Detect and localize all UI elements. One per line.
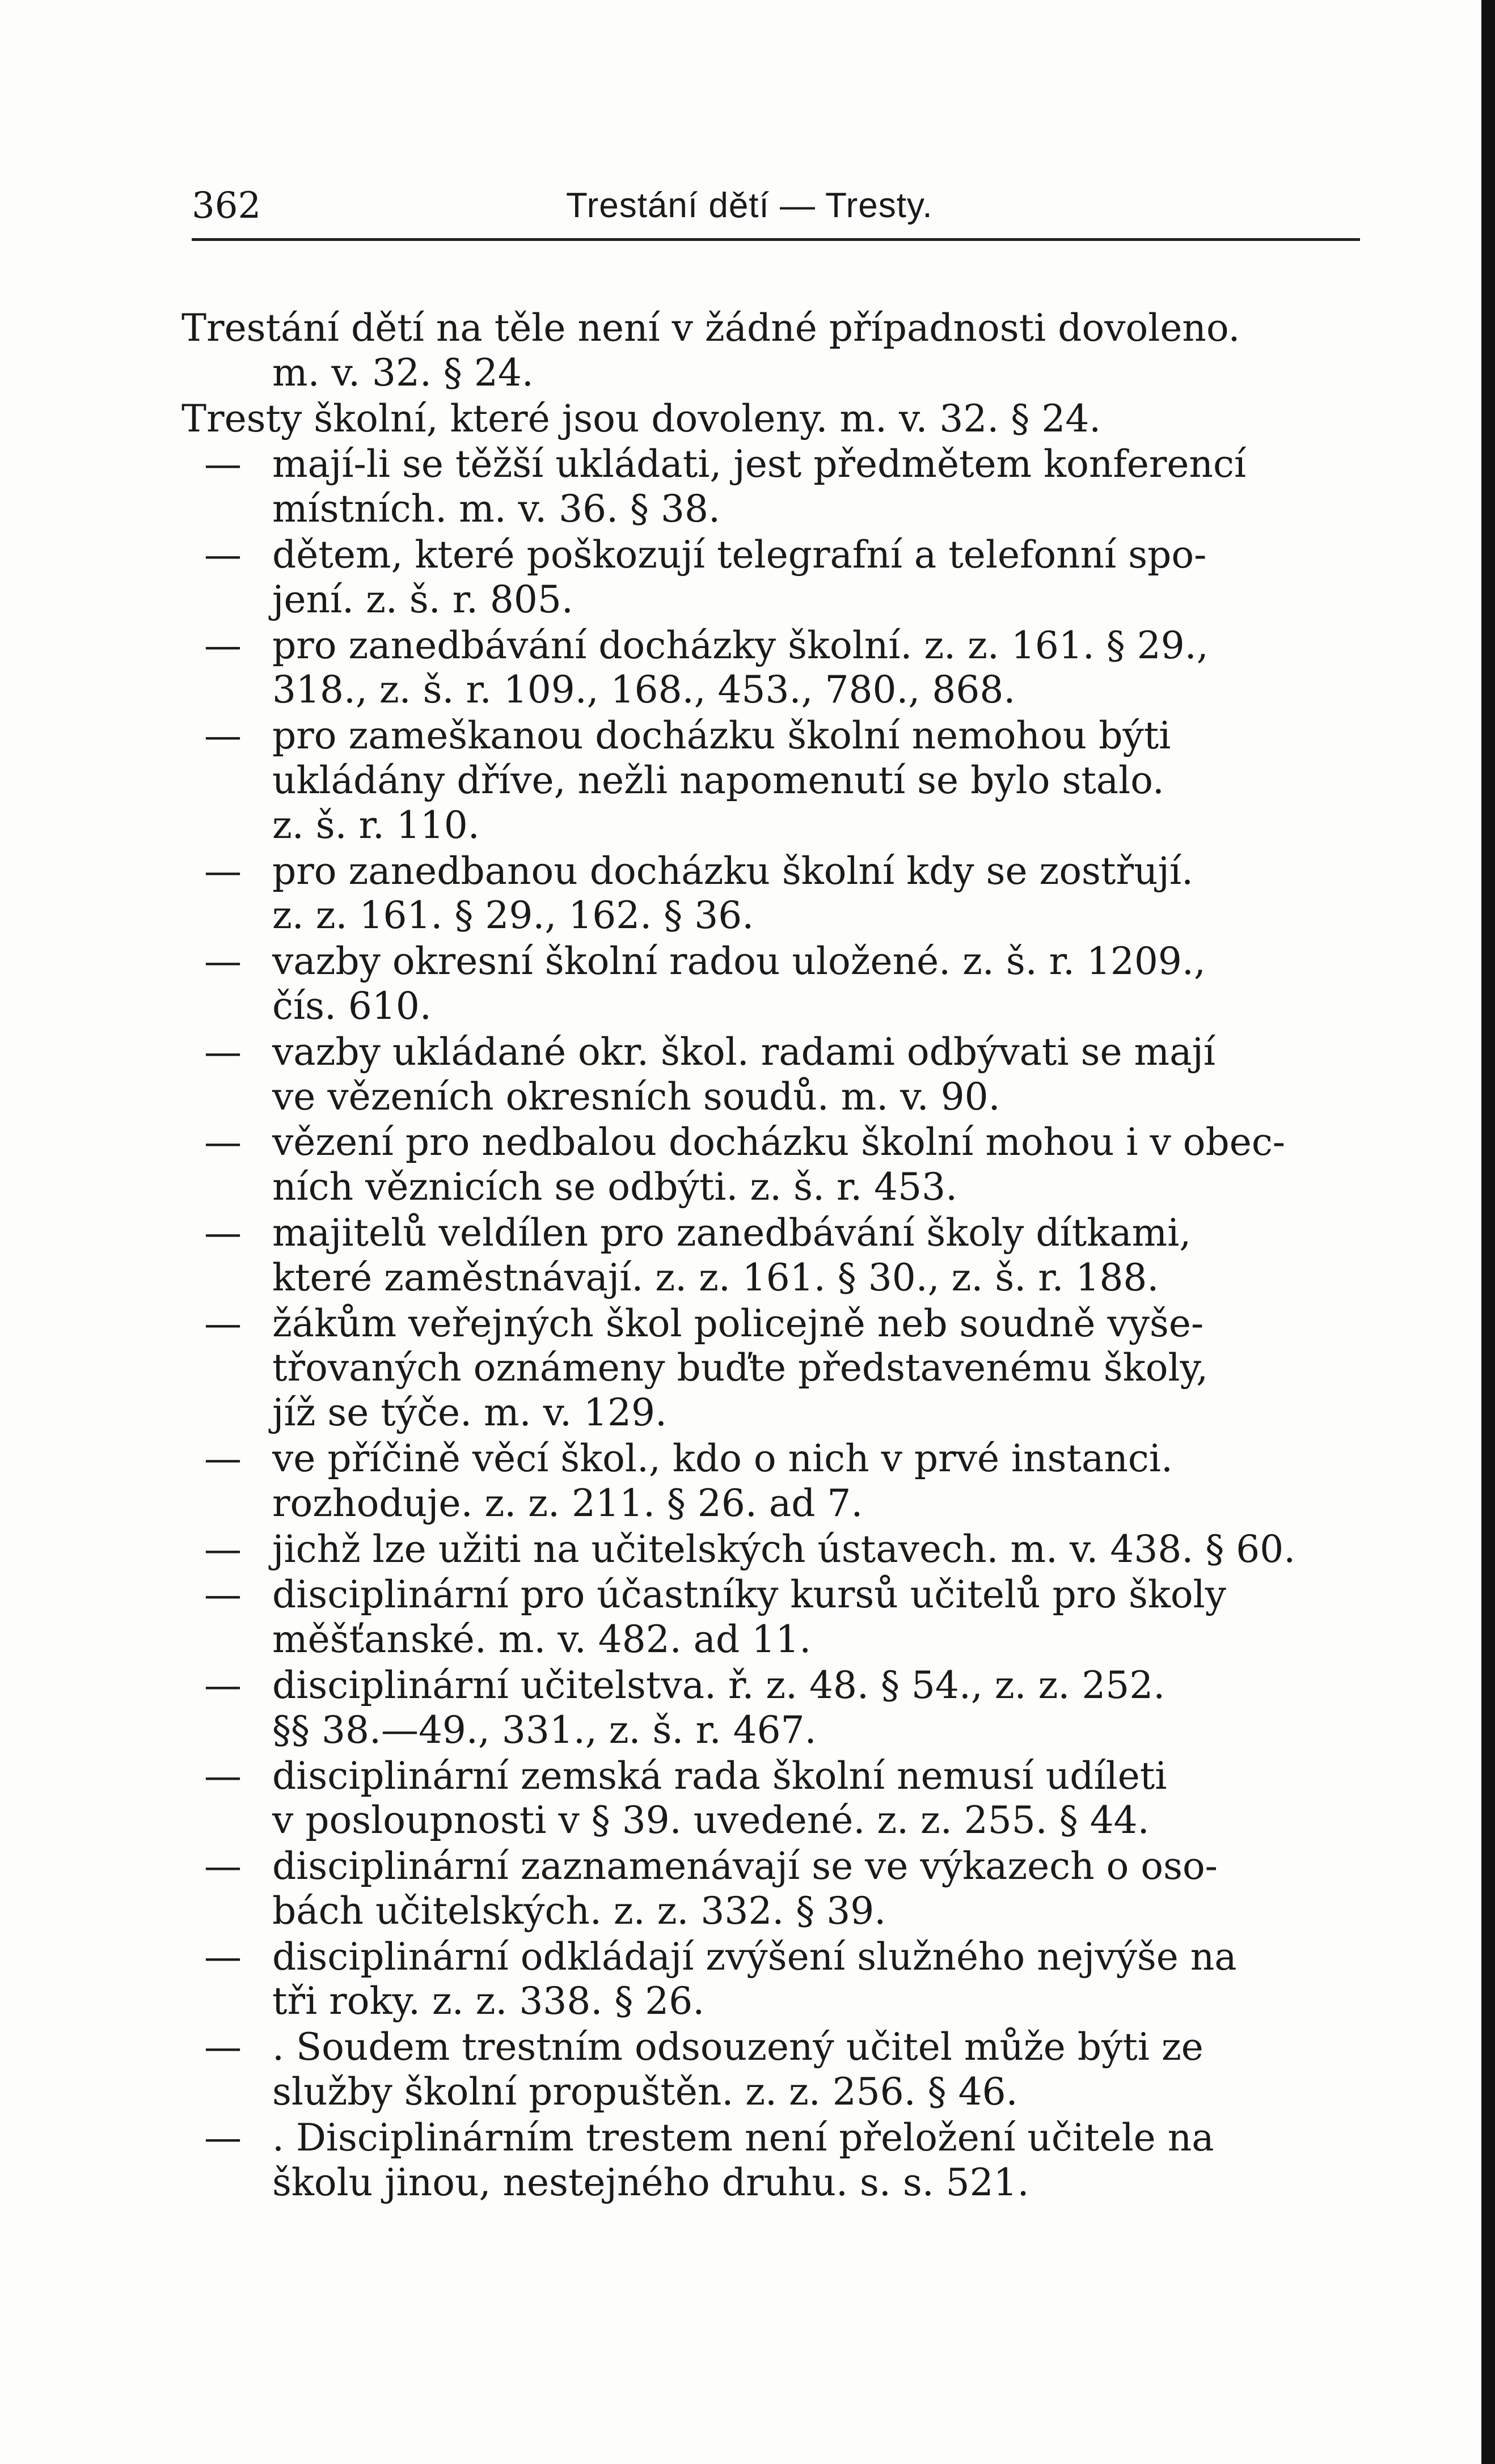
entry-line: jení. z. š. r. 805. <box>272 577 573 621</box>
page-header <box>192 180 1360 231</box>
entry-line: 318., z. š. r. 109., 168., 453., 780., 868. <box>272 668 1016 712</box>
index-entry <box>181 306 1367 396</box>
entry-line: místních. m. v. 36. § 38. <box>272 487 720 531</box>
entry-line: jíž se týče. m. v. 129. <box>272 1391 667 1435</box>
entry-dash: — <box>204 714 242 758</box>
entry-dash: — <box>204 1030 242 1074</box>
index-subentry <box>181 442 1367 532</box>
entry-line: žákům veřejných škol policejně neb soudně vyše- <box>272 1301 1204 1345</box>
entry-line: . Disciplinárním trestem není přeložení učitele na <box>272 2115 1214 2160</box>
index-subentry <box>181 1573 1367 1662</box>
index-subentry <box>181 533 1367 623</box>
entry-line: disciplinární zaznamenávají se ve výkazech o oso- <box>272 1844 1218 1889</box>
entry-line: pro zanedbanou docházku školní kdy se zostřují. <box>272 849 1194 893</box>
entry-line: ve vězeních okresních soudů. m. v. 90. <box>272 1074 1000 1119</box>
entry-line: vězení pro nedbalou docházku školní mohou i v obec- <box>272 1120 1286 1165</box>
entry-line: z. š. r. 110. <box>272 803 480 847</box>
scan-edge <box>1481 0 1495 2464</box>
index-subentry <box>181 1935 1367 2025</box>
entry-dash: — <box>204 2025 242 2069</box>
entry-line: v posloupnosti v § 39. uvedené. z. z. 255. § 44. <box>272 1798 1150 1843</box>
entry-line: školu jinou, nestejného druhu. s. s. 521. <box>272 2160 1029 2204</box>
entry-line: čís. 610. <box>272 984 432 1028</box>
entry-line: které zaměstnávají. z. z. 161. § 30., z. š. r. 188. <box>272 1255 1159 1299</box>
entry-line: vazby ukládané okr. škol. radami odbývati se mají <box>272 1030 1216 1074</box>
entry-dash: — <box>204 1934 242 1979</box>
entry-dash: — <box>204 1301 242 1345</box>
entry-line: disciplinární zemská rada školní nemusí udíleti <box>272 1754 1167 1798</box>
entry-line: dětem, které poškozují telegrafní a telefonní spo- <box>272 532 1207 577</box>
entry-dash: — <box>204 939 242 984</box>
index-subentry <box>181 1030 1367 1120</box>
entry-line: tři roky. z. z. 338. § 26. <box>272 1979 705 2023</box>
entry-dash: — <box>204 1663 242 1707</box>
header-rule <box>192 238 1360 241</box>
entry-dash: — <box>204 1754 242 1798</box>
entry-line: služby školní propuštěn. z. z. 256. § 46. <box>272 2070 1018 2114</box>
entry-dash: — <box>204 1436 242 1480</box>
entry-line: bách učitelských. z. z. 332. § 39. <box>272 1889 886 1933</box>
index-subentry <box>181 849 1367 939</box>
entry-dash: — <box>204 532 242 577</box>
entry-line: ve příčině věcí škol., kdo o nich v prvé instanci. <box>272 1436 1173 1480</box>
running-head: Trestání dětí — Tresty. <box>566 186 933 225</box>
entry-dash: — <box>204 1120 242 1165</box>
entry-line: Tresty školní, které jsou dovoleny. m. v. 32. § 24. <box>181 396 1101 441</box>
entry-dash: — <box>204 623 242 667</box>
index-subentry <box>181 1844 1367 1934</box>
index-subentry <box>181 1663 1367 1753</box>
entry-line: §§ 38.—49., 331., z. š. r. 467. <box>272 1708 817 1752</box>
index-entry <box>181 397 1367 442</box>
index-subentry <box>181 939 1367 1029</box>
entry-line: majitelů veldílen pro zanedbávání školy dítkami, <box>272 1210 1192 1255</box>
entry-line: třovaných oznámeny buďte představenému školy, <box>272 1346 1209 1390</box>
index-subentry <box>181 1120 1367 1210</box>
index-subentry <box>181 2116 1367 2205</box>
entry-line: disciplinární pro účastníky kursů učitelů pro školy <box>272 1573 1227 1617</box>
entry-dash: — <box>204 2115 242 2160</box>
index-subentry <box>181 714 1367 848</box>
entry-line: jichž lze užiti na učitelských ústavech. m. v. 438. § 60. <box>272 1527 1296 1571</box>
entry-line: disciplinární učitelstva. ř. z. 48. § 54., z. z. 252. <box>272 1663 1165 1707</box>
index-subentry <box>181 1302 1367 1436</box>
entry-dash: — <box>204 442 242 486</box>
entry-dash: — <box>204 1844 242 1889</box>
index-subentry <box>181 624 1367 713</box>
entry-dash: — <box>204 1573 242 1617</box>
entry-dash: — <box>204 849 242 893</box>
entry-line: Trestání dětí na těle není v žádné případnosti dovoleno. <box>181 306 1240 350</box>
index-subentry <box>181 1527 1367 1572</box>
entry-line: z. z. 161. § 29., 162. § 36. <box>272 894 754 938</box>
entry-line: . Soudem trestním odsouzený učitel může býti ze <box>272 2025 1203 2069</box>
entry-line: rozhoduje. z. z. 211. § 26. ad 7. <box>272 1481 863 1525</box>
entry-line: vazby okresní školní radou uložené. z. š. r. 1209., <box>272 939 1206 984</box>
entry-line: mají-li se těžší ukládati, jest předmětem konferencí <box>272 442 1247 486</box>
index-subentry <box>181 1211 1367 1301</box>
index-subentry <box>181 1754 1367 1844</box>
index-subentry <box>181 1437 1367 1526</box>
entry-line: měšťanské. m. v. 482. ad 11. <box>272 1618 812 1662</box>
index-subentry <box>181 2025 1367 2115</box>
entry-line: pro zanedbávání docházky školní. z. z. 161. § 29., <box>272 623 1209 667</box>
page-number: 362 <box>192 185 261 227</box>
entry-line: m. v. 32. § 24. <box>272 350 534 395</box>
entry-line: ních věznicích se odbýti. z. š. r. 453. <box>272 1165 958 1209</box>
entry-line: pro zameškanou docházku školní nemohou býti <box>272 714 1171 758</box>
entry-line: ukládány dříve, nežli napomenutí se bylo stalo. <box>272 758 1164 802</box>
entry-dash: — <box>204 1527 242 1571</box>
index-entries <box>181 306 1367 2206</box>
entry-line: disciplinární odkládají zvýšení služného nejvýše na <box>272 1934 1237 1979</box>
entry-dash: — <box>204 1210 242 1255</box>
